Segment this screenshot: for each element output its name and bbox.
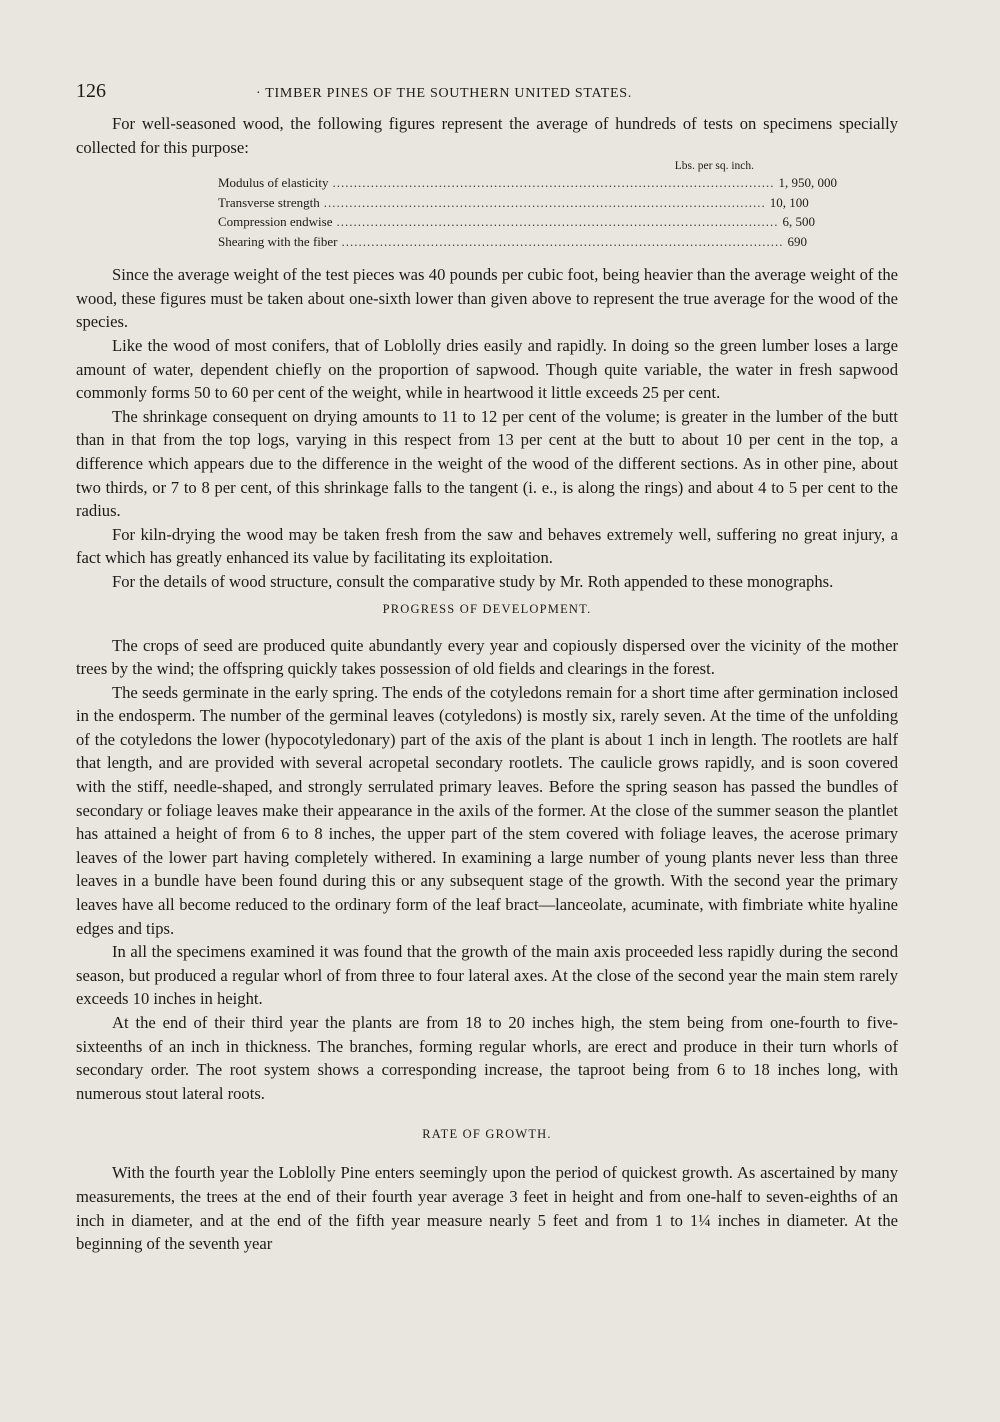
table-row-label: Transverse strength xyxy=(218,194,320,210)
intro-paragraph: For well-seasoned wood, the following figures represent the average of hundreds of tests on specimens specially collected for this purpose: xyxy=(76,114,898,157)
page-number: 126 xyxy=(76,80,106,102)
section-heading-progress: PROGRESS OF DEVELOPMENT. xyxy=(382,601,592,616)
table-row xyxy=(218,232,807,252)
body-paragraph: At the end of their third year the plants are from 18 to 20 inches high, the stem being from one-fourth to five-sixteenths of an inch in thickness. The branches, forming regular whorls, are erect and produce in their turn whorls of secondary order. The root system shows a corresponding increase, the taproot being from 6 to 18 inches long, with numerous stout lateral roots. xyxy=(76,1013,898,1103)
body-paragraph: Since the average weight of the test pieces was 40 pounds per cubic foot, being heavier than the average weight of the wood, these figures must be taken about one-sixth lower than given above to represent the true average for the wood of the species. xyxy=(76,265,898,332)
body-paragraph: For kiln-drying the wood may be taken fresh from the saw and behaves extremely well, suffering no great injury, a fact which has greatly enhanced its value by facilitating its exploitation. xyxy=(76,524,898,568)
leader-dots: ........................................................................................................ xyxy=(341,233,784,249)
body-paragraph: With the fourth year the Loblolly Pine enters seemingly upon the period of quickest growth. As ascertained by many measurements, the trees at the end of their fourth year average 3 feet in height and from one-half to seven-eighths of an inch in diameter, and at the end of the fifth year measure nearly 5 feet and from 1 to 1¼ inches in diameter. At the beginning of the seventh year xyxy=(76,1163,898,1254)
running-title: · TIMBER PINES OF THE SOUTHERN UNITED STATES. xyxy=(256,86,632,101)
table-row-label: Modulus of elasticity xyxy=(218,175,329,191)
table-row-value: 1, 950, 000 xyxy=(778,175,837,191)
table-row-value: 690 xyxy=(787,233,807,249)
table-row xyxy=(218,173,837,193)
body-paragraph: The shrinkage consequent on drying amounts to 11 to 12 per cent of the volume; is greater in the lumber of the butt than in that from the top logs, varying in this respect from 13 per cent at the butt to about 10 per cent in the top, a difference which appears due to the difference in the weight of the wood of the different sections. As in other pine, about two thirds, or 7 to 8 per cent, of this shrinkage falls to the tangent (i. e., is along the rings) and about 4 to 5 per cent to the radius. xyxy=(76,406,898,521)
leader-dots: ........................................................................................................ xyxy=(323,194,766,210)
leader-dots: ........................................................................................................ xyxy=(336,214,779,230)
table-row xyxy=(218,212,815,232)
page-header xyxy=(76,78,898,112)
strength-table xyxy=(218,159,837,251)
table-row-label: Shearing with the fiber xyxy=(218,233,338,249)
document-page xyxy=(76,78,898,1256)
body-paragraph: For the details of wood structure, consult the comparative study by Mr. Roth appended to these monographs. xyxy=(112,571,834,591)
table-row-label: Compression endwise xyxy=(218,214,333,230)
table-row-value: 10, 100 xyxy=(769,194,809,210)
table-unit-label: Lbs. per sq. inch. xyxy=(674,160,754,173)
body-paragraph: Like the wood of most conifers, that of Loblolly dries easily and rapidly. In doing so the green lumber loses a large amount of water, dependent chiefly on the proportion of sapwood. Though quite variable, the water in fresh sapwood commonly forms 50 to 60 per cent of the weight, while in heartwood it little exceeds 25 per cent. xyxy=(76,335,898,403)
leader-dots: ........................................................................................................ xyxy=(332,175,775,191)
section-heading-rate: RATE OF GROWTH. xyxy=(422,1127,552,1142)
table-row-value: 6, 500 xyxy=(782,214,815,230)
body-paragraph: In all the specimens examined it was found that the growth of the main axis proceeded less rapidly during the second season, but produced a regular whorl of from three to four lateral axes. At the close of the second year the main stem rarely exceeds 10 inches in height. xyxy=(76,942,898,1009)
body-paragraph: The seeds germinate in the early spring. The ends of the cotyledons remain for a short time after germination inclosed in the endosperm. The number of the germinal leaves (cotyledons) is mostly six, rarely seven. At the time of the unfolding of the cotyledons the lower (hypocotyledonary) part of the axis of the plant is about 1 inch in length. The rootlets are half that length, and are provided with several acropetal secondary rootlets. The caulicle grows rapidly, and is soon covered with the stiff, needle-shaped, and strongly serrulated primary leaves. Before the spring season has passed the bundles of secondary or foliage leaves make their appearance in the axils of the former. At the close of the summer season the plantlet has attained a height of from 6 to 8 inches, the upper part of the stem covered with foliage leaves, the acerose primary leaves of the lower part having completely withered. In examining a large number of young plants never less than three leaves in a bundle have been found during this or any subsequent stage of the growth. With the second year the primary leaves have all become reduced to the ordinary form of the leaf bract—lanceolate, acuminate, with fimbriate white hyaline edges and tips. xyxy=(76,682,898,938)
body-paragraph: The crops of seed are produced quite abundantly every year and copiously dispersed over the vicinity of the mother trees by the wind; the offspring quickly takes possession of old fields and clearings in the forest. xyxy=(76,635,898,679)
table-row xyxy=(218,193,809,213)
